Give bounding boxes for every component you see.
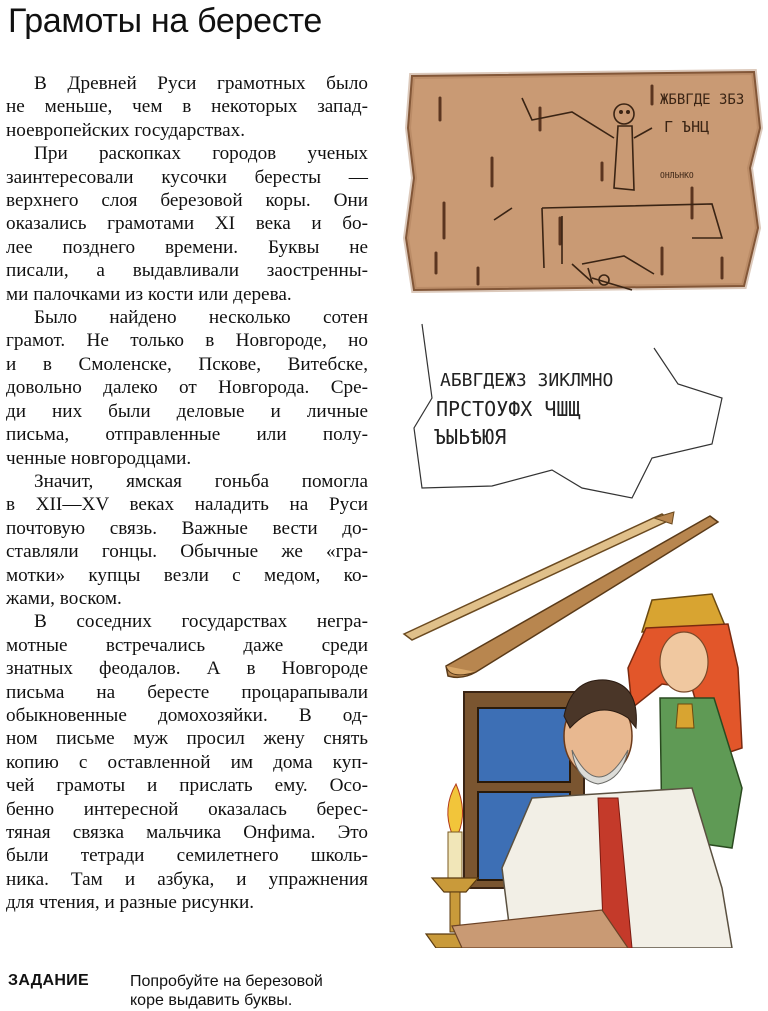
birch-bark-letter — [406, 72, 760, 290]
text-line: ном письме муж просил жену снять — [6, 728, 368, 750]
article-text — [6, 72, 368, 915]
text-line: ми палочками из кости или дерева. — [6, 283, 292, 305]
text-line: В Древней Руси грамотных было — [34, 73, 368, 94]
text-line: ставляли гонцы. Обычные же «гра- — [6, 541, 368, 563]
alphabet-tracing — [414, 324, 722, 498]
text-line: ника. Там и азбука, и упражнения — [6, 868, 368, 890]
page-title: Грамоты на бересте — [8, 2, 322, 40]
text-line: При раскопках городов ученых — [34, 143, 368, 165]
text-line: были тетради семилетнего школь- — [6, 845, 368, 867]
text-line: ченные новгородцами. — [6, 447, 192, 469]
task-text-line: Попробуйте на березовой — [130, 973, 323, 990]
bark-letters-top: ЖБВГДЕ ЗБЗ — [660, 92, 745, 108]
text-line: заинтересовали кусочки бересты — — [6, 166, 368, 188]
tracing-line-2: ПРСТОУФХ ЧШЩ — [436, 397, 581, 421]
text-line: Значит, ямская гоньба помогла — [34, 470, 368, 492]
text-line: грамот. Не только в Новгороде, но — [6, 330, 368, 352]
merchant-scene — [426, 594, 742, 948]
text-line: оказались грамотами XI века и бо- — [6, 213, 368, 235]
bark-letters-small: ОНЛЬНКО — [660, 171, 694, 180]
text-line: В соседних государствах негра- — [34, 611, 368, 633]
illustration — [392, 68, 768, 948]
text-line: мотные встречались даже среди — [6, 634, 368, 656]
task-text — [130, 972, 390, 1010]
text-line: довольно далеко от Новгорода. Сре- — [6, 377, 368, 399]
text-line: мотки» купцы везли с медом, ко- — [6, 564, 368, 586]
text-line: знатных феодалов. А в Новгороде — [6, 658, 368, 680]
text-line: в XII—XV веках наладить на Руси — [6, 494, 368, 516]
text-line: тяная связка мальчика Онфима. Это — [6, 822, 368, 843]
text-line: не меньше, чем в некоторых запад- — [6, 96, 368, 118]
text-line: чей грамоты и прислать ему. Осо- — [6, 775, 368, 797]
text-line: верхнего слоя березовой коры. Они — [6, 190, 368, 212]
text-line: Было найдено несколько сотен — [34, 307, 368, 329]
text-line: почтовую связь. Важные вести до- — [6, 517, 368, 539]
text-line: письма, отправленные или полу- — [6, 424, 368, 446]
task-label: ЗАДАНИЕ — [8, 972, 89, 989]
text-line: обыкновенные домохозяйки. В од- — [6, 704, 368, 726]
text-line: бенно интересной оказалась берес- — [6, 798, 368, 820]
bark-letters-second: Г ЪНЦ — [664, 118, 710, 136]
paragraph-5 — [6, 610, 368, 914]
tracing-line-1: АБВГДЕЖЗ ЗИКЛМНО — [440, 370, 614, 391]
text-line: лее позднего времени. Буквы не — [6, 236, 368, 258]
paragraph-2 — [6, 142, 368, 306]
tracing-line-3: ЪЫЬѢЮЯ — [434, 425, 507, 449]
text-line: копию с оставленной им дома куп- — [6, 751, 368, 773]
text-line: и в Смоленске, Пскове, Витебске, — [6, 353, 368, 375]
text-line: ди них были деловые и личные — [6, 400, 368, 422]
text-line: для чтения, и разные рисунки. — [6, 892, 255, 914]
paragraph-4 — [6, 470, 368, 610]
text-line: ноевропейских государствах. — [6, 119, 246, 141]
task-text-line: коре выдавить буквы. — [130, 992, 293, 1009]
text-line: жами, воском. — [6, 587, 122, 609]
paragraph-1 — [6, 72, 368, 142]
text-line: письма на бересте процарапывали — [6, 681, 368, 703]
paragraph-3 — [6, 306, 368, 470]
text-line: писали, а выдавливали заостренны- — [6, 260, 368, 282]
